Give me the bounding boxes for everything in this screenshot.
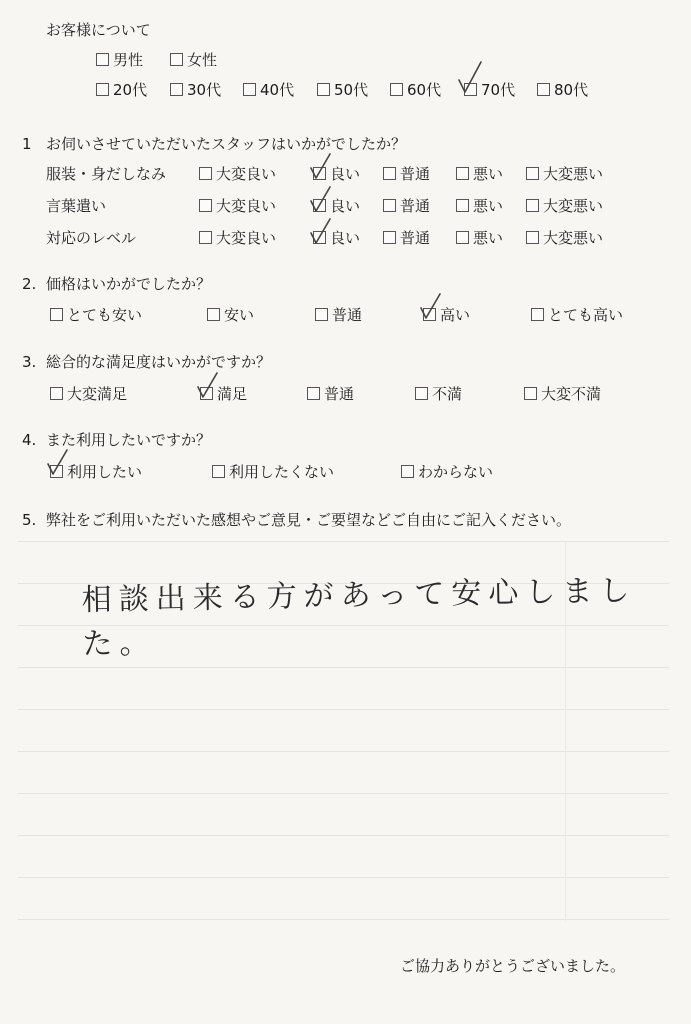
- q4-option-not-sure[interactable]: わからない: [401, 462, 493, 482]
- gender-option-male[interactable]: 男性: [96, 50, 143, 70]
- checkbox[interactable]: [50, 308, 63, 321]
- q1-row2-option-very-good[interactable]: 大変良い: [199, 196, 276, 216]
- q5-number: 5.: [22, 511, 37, 529]
- q4-option-would-use[interactable]: 利用したい: [50, 462, 142, 482]
- q2-option-expensive[interactable]: 高い: [423, 305, 470, 325]
- checkbox[interactable]: [526, 231, 539, 244]
- age-option-30s[interactable]: 30代: [170, 80, 221, 100]
- q1-row2-option-normal[interactable]: 普通: [383, 196, 430, 216]
- checkbox[interactable]: [313, 199, 326, 212]
- age-option-70s[interactable]: 70代: [464, 80, 515, 100]
- checkbox[interactable]: [383, 167, 396, 180]
- q4-number: 4.: [22, 431, 37, 449]
- q1-row3-option-very-good[interactable]: 大変良い: [199, 228, 276, 248]
- handwritten-answer: 相談出来る方があって安心しました。: [81, 573, 637, 662]
- q4-title: また利用したいですか？: [46, 431, 212, 449]
- q3-option-satisfied[interactable]: 満足: [200, 384, 247, 404]
- age-option-60s[interactable]: 60代: [390, 80, 441, 100]
- checkbox[interactable]: [464, 83, 477, 96]
- checkbox[interactable]: [96, 53, 109, 66]
- q5-title: 弊社をご利用いただいた感想やご意見・ご要望などご自由にご記入ください。: [46, 511, 572, 529]
- q1-row3-option-normal[interactable]: 普通: [383, 228, 430, 248]
- q1-row1-option-bad[interactable]: 悪い: [456, 164, 503, 184]
- checkbox[interactable]: [170, 53, 183, 66]
- thank-you-message: ご協力ありがとうございました。: [400, 957, 626, 975]
- q2-option-cheap[interactable]: 安い: [207, 305, 254, 325]
- gender-option-female[interactable]: 女性: [170, 50, 217, 70]
- q3-option-normal[interactable]: 普通: [307, 384, 354, 404]
- checkbox[interactable]: [199, 231, 212, 244]
- checkbox[interactable]: [50, 465, 63, 478]
- q3-option-dissatisfied[interactable]: 不満: [415, 384, 462, 404]
- checkbox[interactable]: [199, 199, 212, 212]
- age-option-80s[interactable]: 80代: [537, 80, 588, 100]
- checkbox[interactable]: [315, 308, 328, 321]
- checkbox[interactable]: [456, 199, 469, 212]
- q1-row2-option-good[interactable]: 良い: [313, 196, 360, 216]
- checkbox[interactable]: [243, 83, 256, 96]
- age-option-40s[interactable]: 40代: [243, 80, 294, 100]
- q2-option-normal[interactable]: 普通: [315, 305, 362, 325]
- checkbox[interactable]: [415, 387, 428, 400]
- q1-row-label: 言葉遣い: [46, 197, 107, 215]
- checkbox[interactable]: [199, 167, 212, 180]
- q1-row2-option-very-bad[interactable]: 大変悪い: [526, 196, 603, 216]
- checkbox[interactable]: [456, 231, 469, 244]
- checkbox[interactable]: [313, 231, 326, 244]
- q3-option-very-dissatisfied[interactable]: 大変不満: [524, 384, 601, 404]
- q3-number: 3.: [22, 353, 37, 371]
- q1-row3-option-good[interactable]: 良い: [313, 228, 360, 248]
- checkbox[interactable]: [383, 199, 396, 212]
- q1-row-label: 対応のレベル: [46, 229, 137, 247]
- q1-row3-option-bad[interactable]: 悪い: [456, 228, 503, 248]
- checkbox[interactable]: [383, 231, 396, 244]
- q2-option-very-expensive[interactable]: とても高い: [531, 305, 623, 325]
- q1-number: 1: [22, 135, 32, 153]
- checkbox[interactable]: [537, 83, 550, 96]
- checkbox[interactable]: [200, 387, 213, 400]
- q2-title: 価格はいかがでしたか？: [46, 275, 212, 293]
- checkbox[interactable]: [526, 167, 539, 180]
- age-option-50s[interactable]: 50代: [317, 80, 368, 100]
- checkbox[interactable]: [212, 465, 225, 478]
- q1-title: お伺いさせていただいたスタッフはいかがでしたか？: [46, 135, 407, 153]
- checkbox[interactable]: [313, 167, 326, 180]
- checkbox[interactable]: [423, 308, 436, 321]
- q1-row1-option-good[interactable]: 良い: [313, 164, 360, 184]
- age-option-20s[interactable]: 20代: [96, 80, 147, 100]
- q2-option-very-cheap[interactable]: とても安い: [50, 305, 142, 325]
- q1-row-label: 服装・身だしなみ: [46, 165, 167, 183]
- checkbox[interactable]: [526, 199, 539, 212]
- checkbox[interactable]: [524, 387, 537, 400]
- checkbox[interactable]: [390, 83, 403, 96]
- q1-row1-option-very-bad[interactable]: 大変悪い: [526, 164, 603, 184]
- checkbox[interactable]: [307, 387, 320, 400]
- checkbox[interactable]: [317, 83, 330, 96]
- q1-row1-option-normal[interactable]: 普通: [383, 164, 430, 184]
- checkbox[interactable]: [207, 308, 220, 321]
- checkbox[interactable]: [401, 465, 414, 478]
- q1-row3-option-very-bad[interactable]: 大変悪い: [526, 228, 603, 248]
- customer-section-title: お客様について: [46, 21, 151, 39]
- q3-option-very-satisfied[interactable]: 大変満足: [50, 384, 127, 404]
- checkbox[interactable]: [50, 387, 63, 400]
- checkbox[interactable]: [531, 308, 544, 321]
- q1-row2-option-bad[interactable]: 悪い: [456, 196, 503, 216]
- q2-number: 2.: [22, 275, 37, 293]
- checkbox[interactable]: [96, 83, 109, 96]
- checkbox[interactable]: [456, 167, 469, 180]
- q1-row1-option-very-good[interactable]: 大変良い: [199, 164, 276, 184]
- q3-title: 総合的な満足度はいかがですか？: [46, 353, 272, 371]
- q4-option-would-not-use[interactable]: 利用したくない: [212, 462, 334, 482]
- checkbox[interactable]: [170, 83, 183, 96]
